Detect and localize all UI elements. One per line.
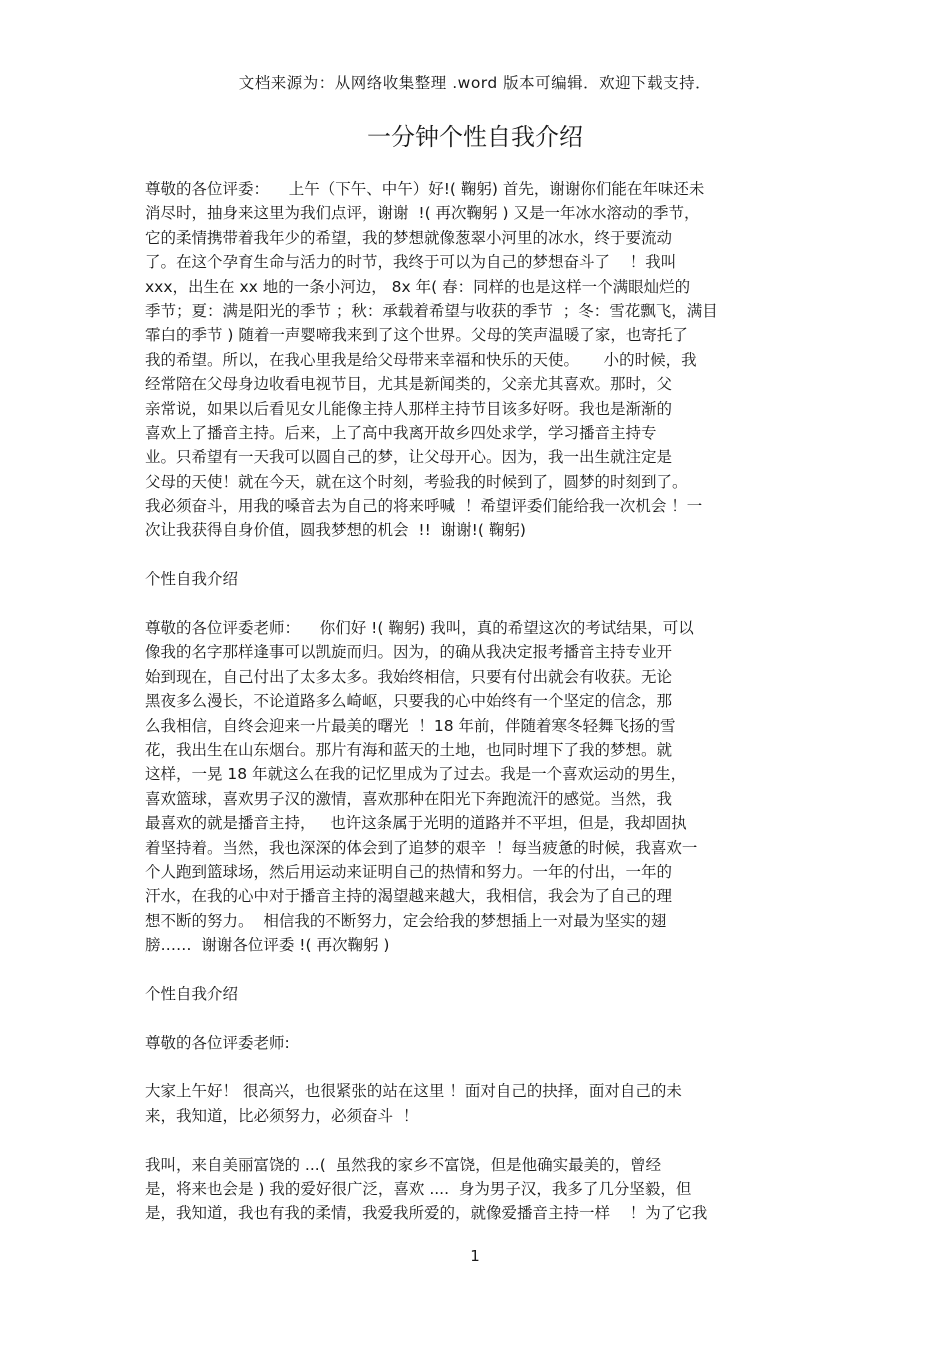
text-line: 膀…… 谢谢各位评委 !( 再次鞠躬 ) [145,936,390,955]
text-line: 个性自我介绍 [145,984,239,1003]
text-line: 尊敬的各位评委： 上午（下午、中午）好!( 鞠躬) 首先，谢谢你们能在年味还未 [145,180,705,198]
blank-line [145,958,825,982]
text-line: 亲常说，如果以后看见女儿能像主持人那样主持节目该多好呀。我也是渐渐的 [145,399,673,418]
text-line: 我的希望。所以，在我心里我是给父母带来幸福和快乐的天使。 小的时候，我 [145,350,697,369]
text-line: 始到现在，自己付出了太多太多。我始终相信，只要有付出就会有收获。无论 [145,667,673,686]
text-line: 霏白的季节 ) 随着一声婴啼我来到了这个世界。父母的笑声温暖了家，也寄托了 [145,326,688,345]
text-line: 我必须奋斗，用我的嗓音去为自己的将来呼喊 ！希望评委们能给我一次机会 ！一 [145,497,703,516]
text-line: 个性自我介绍 [145,570,239,589]
text-line: 喜欢篮球，喜欢男子汉的激情，喜欢那种在阳光下奔跑流汗的感觉。当然，我 [145,789,673,808]
source-note: 文档来源为：从网络收集整理 .word 版本可编辑．欢迎下载支持． [238,74,712,92]
text-line: 这样，一晃 18 年就这么在我的记忆里成为了过去。我是一个喜欢运动的男生， [145,765,687,784]
text-line: xxx，出生在 xx 地的一条小河边， 8x 年( 春：同样的也是这样一个满眼灿烂的 [145,277,691,296]
text-line: 了。在这个孕育生命与活力的时节，我终于可以为自己的梦想奋斗了 ！我叫 [145,253,677,272]
text-line: 黑夜多么漫长，不论道路多么崎岖，只要我的心中始终有一个坚定的信念，那 [145,692,673,711]
text-line: 想不断的努力。 相信我的不断努力，定会给我的梦想插上一对最为坚实的翅 [145,911,667,930]
blank-line [145,1055,825,1079]
text-line: 个人跑到篮球场，然后用运动来证明自己的热情和努力。一年的付出，一年的 [145,862,673,881]
text-line: 它的柔情携带着我年少的希望，我的梦想就像葱翠小河里的冰水，终于要流动 [145,228,673,247]
text-line: 尊敬的各位评委老师: [145,1033,290,1052]
blank-line [145,543,825,567]
text-line: 像我的名字那样逢事可以凯旋而归。因为，的确从我决定报考播音主持专业开 [145,643,673,662]
text-line: 么我相信，自终会迎来一片最美的曙光 ！18 年前，伴随着寒冬轻舞飞扬的雪 [145,716,676,735]
blank-line [145,592,825,616]
page-number: 1 [470,1247,480,1265]
blank-line [145,1006,825,1030]
document-body [145,177,825,1226]
text-line: 大家上午好！ 很高兴，也很紧张的站在这里 ！面对自己的抉择，面对自己的未 [145,1082,682,1101]
text-line: 消尽时，抽身来这里为我们点评，谢谢 !( 再次鞠躬 ) 又是一年冰水溶动的季节， [145,204,700,223]
blank-line [145,1128,825,1152]
text-line: 季节；夏：满是阳光的季节 ；秋：承载着希望与收获的季节 ；冬：雪花飘飞，满目 [145,301,718,320]
text-line: 尊敬的各位评委老师： 你们好 !( 鞠躬) 我叫，真的希望这次的考试结果，可以 [145,619,694,638]
text-line: 汗水，在我的心中对于播音主持的渴望越来越大，我相信，我会为了自己的理 [145,887,673,906]
text-line: 我叫，来自美丽富饶的 ...( 虽然我的家乡不富饶，但是他确实最美的，曾经 [145,1155,662,1174]
text-line: 是，将来也会是 ) 我的爱好很广泛，喜欢 .... 身为男子汉，我多了几分坚毅，但 [145,1180,692,1199]
text-line: 喜欢上了播音主持。后来，上了高中我离开故乡四处求学，学习播音主持专 [145,423,657,442]
text-line: 次让我获得自身价值，圆我梦想的机会 !! 谢谢!( 鞠躬) [145,521,526,540]
text-line: 花，我出生在山东烟台。那片有海和蓝天的土地，也同时埋下了我的梦想。就 [145,740,673,759]
text-line: 着坚持着。当然，我也深深的体会到了追梦的艰辛 ！每当疲惫的时候，我喜欢一 [145,838,698,857]
text-line: 父母的天使！就在今天，就在这个时刻，考验我的时候到了，圆梦的时刻到了。 [145,472,688,491]
text-line: 最喜欢的就是播音主持， 也许这条属于光明的道路并不平坦，但是，我却固执 [145,814,687,833]
text-line: 是，我知道，我也有我的柔情，我爱我所爱的，就像爱播音主持一样 ！为了它我 [145,1204,708,1223]
text-line: 业。只希望有一天我可以圆自己的梦，让父母开心。因为，我一出生就注定是 [145,448,673,467]
text-line: 来，我知道，比必须努力，必须奋斗 ！ [145,1106,419,1125]
document-title: 一分钟个性自我介绍 [367,123,583,151]
text-line: 经常陪在父母身边收看电视节目，尤其是新闻类的，父亲尤其喜欢。那时，父 [145,375,673,394]
